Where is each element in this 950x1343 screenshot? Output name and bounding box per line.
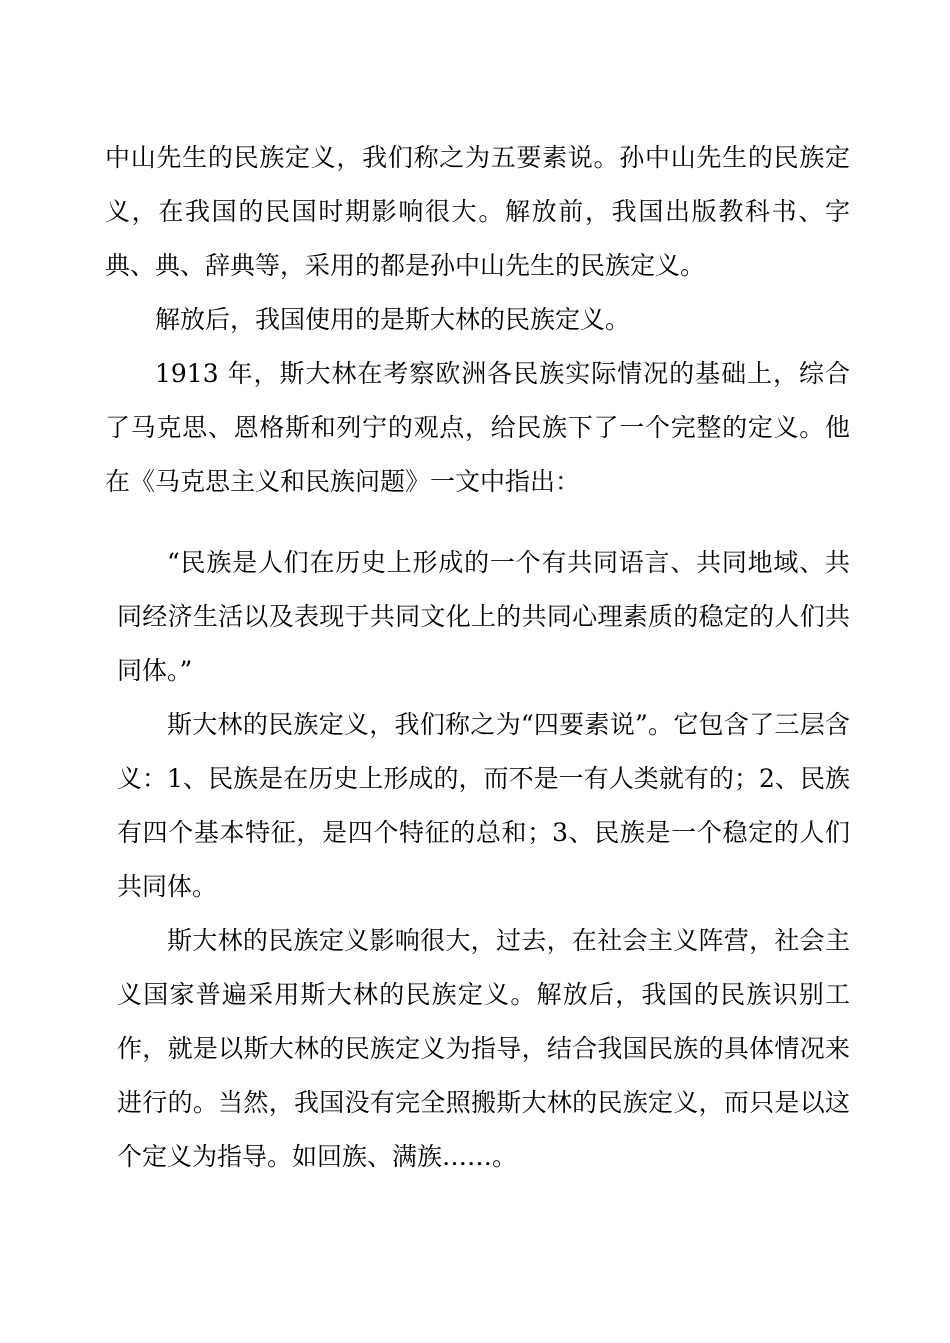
paragraph-stalin-influence: 斯大林的民族定义影响很大，过去，在社会主义阵营，社会主义国家普遍采用斯大林的民族定义。解放后，我国的民族识别工作，就是以斯大林的民族定义为指导，结合我国民族的具体情况来进行的。当然，我国没有完全照搬斯大林的民族定义，而只是以这个定义为指导。如回族、满族……。: [117, 926, 850, 1171]
paragraph-sun-yat-sen-definition: 中山先生的民族定义，我们称之为五要素说。孙中山先生的民族定义，在我国的民国时期影响很大。解放前，我国出版教科书、字典、典、辞典等，采用的都是孙中山先生的民族定义。: [105, 143, 850, 280]
paragraph-stalin-quote: “民族是人们在历史上形成的一个有共同语言、共同地域、共同经济生活以及表现于共同文化上的共同心理素质的稳定的人们共同体。”: [117, 548, 850, 685]
paragraph-stalin-1913: 1913 年，斯大林在考察欧洲各民族实际情况的基础上，综合了马克思、恩格斯和列宁的观点，给民族下了一个完整的定义。他在《马克思主义和民族问题》一文中指出：: [105, 359, 850, 496]
paragraph-four-elements: 斯大林的民族定义，我们称之为“四要素说”。它包含了三层含义：1、民族是在历史上形成的，而不是一有人类就有的；2、民族有四个基本特征，是四个特征的总和；3、民族是一个稳定的人们共同体。: [117, 710, 850, 901]
paragraph-after-liberation: 解放后，我国使用的是斯大林的民族定义。: [155, 305, 631, 334]
